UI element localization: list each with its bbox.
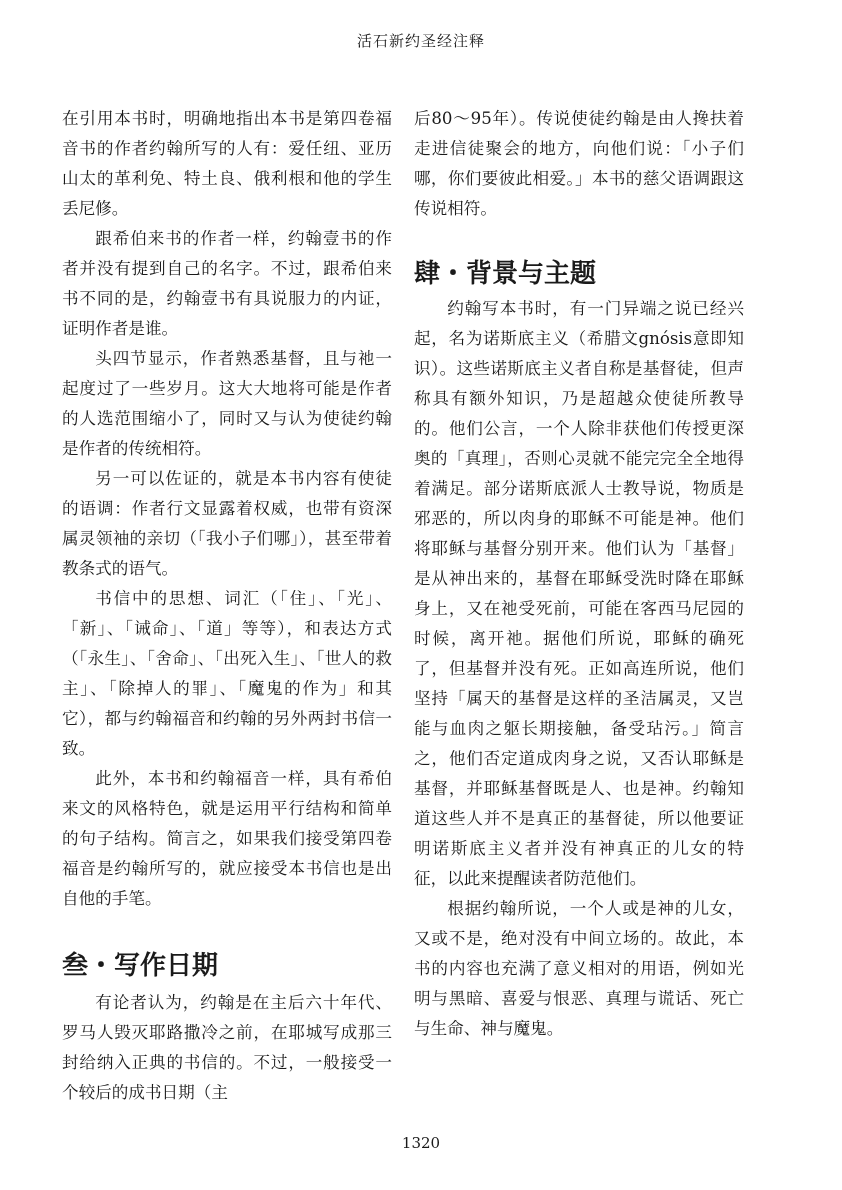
left-column <box>62 104 392 1108</box>
page-number: 1320 <box>401 1134 441 1152</box>
paragraph: 跟希伯来书的作者一样，约翰壹书的作者并没有提到自己的名字。不过，跟希伯来书不同的是，约翰壹书有具说服力的内证，证明作者是谁。 <box>62 229 392 338</box>
paragraph: 头四节显示，作者熟悉基督，且与祂一起度过了一些岁月。这大大地将可能是作者的人选范围缩小了，同时又与认为使徒约翰是作者的传统相符。 <box>62 349 392 458</box>
paragraph: 后80～95年）。传说使徒约翰是由人搀扶着走进信徒聚会的地方，向他们说：「小子们哪，你们要彼此相爱。」本书的慈父语调跟这传说相符。 <box>414 109 744 218</box>
paragraph: 此外，本书和约翰福音一样，具有希伯来文的风格特色，就是运用平行结构和简单的句子结构。简言之，如果我们接受第四卷福音是约翰所写的，就应接受本书信也是出自他的手笔。 <box>62 769 392 908</box>
right-column <box>414 104 744 1044</box>
paragraph: 有论者认为，约翰是在主后六十年代、罗马人毁灭耶路撒冷之前，在耶城写成那三封给纳入正典的书信的。不过，一般接受一个较后的成书日期（主 <box>62 993 392 1102</box>
section-heading-date: 叁・写作日期 <box>62 951 219 981</box>
running-head: 活石新约圣经注释 <box>356 32 485 50</box>
paragraph: 约翰写本书时，有一门异端之说已经兴起，名为诺斯底主义（希腊文gnósis意即知识）。这些诺斯底主义者自称是基督徒，但声称具有额外知识，乃是超越众使徒所教导的。他们公言，一个人除非获他们传授更深奥的「真理」，否则心灵就不能完完全全地得着满足。部分诺斯底派人士教导说，物质是邪恶的，所以肉身的耶稣不可能是神。他们将耶稣与基督分别开来。他们认为「基督」是从神出来的，基督在耶稣受洗时降在耶稣身上，又在祂受死前，可能在客西马尼园的时候，离开祂。据他们所说，耶稣的确死了，但基督并没有死。正如高连所说，他们坚持「属天的基督是这样的圣洁属灵，又岂能与血肉之躯长期接触，备受玷污。」简言之，他们否定道成肉身之说，又否认耶稣是基督，并耶稣基督既是人、也是神。约翰知道这些人并不是真正的基督徒，所以他要证明诺斯底主义者并没有神真正的儿女的特征，以此来提醒读者防范他们。 <box>414 299 744 888</box>
paragraph: 书信中的思想、词汇（「住」、「光」、「新」、「诫命」、「道」等等），和表达方式（「永生」、「舍命」、「出死入生」、「世人的救主」、「除掉人的罪」、「魔鬼的作为」和其它），都与约翰福音和约翰的另外两封书信一致。 <box>62 589 392 758</box>
section-heading-background: 肆・背景与主题 <box>414 259 597 289</box>
paragraph: 在引用本书时，明确地指出本书是第四卷福音书的作者约翰所写的人有：爱任纽、亚历山太的革利免、特土良、俄利根和他的学生丢尼修。 <box>62 109 392 218</box>
paragraph: 根据约翰所说，一个人或是神的儿女，又或不是，绝对没有中间立场的。故此，本书的内容也充满了意义相对的用语，例如光明与黑暗、喜爱与恨恶、真理与谎话、死亡与生命、神与魔鬼。 <box>414 899 744 1038</box>
paragraph: 另一可以佐证的，就是本书内容有使徒的语调：作者行文显露着权威，也带有资深属灵领袖的亲切（「我小子们哪」），甚至带着教条式的语气。 <box>62 469 392 578</box>
